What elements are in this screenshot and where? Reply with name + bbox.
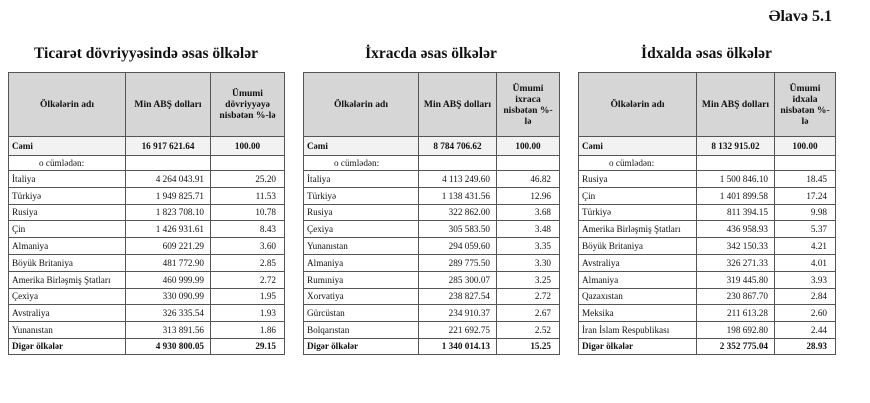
export-title: İxracda əsas ölkələr xyxy=(365,45,497,62)
value-cell: 305 583.50 xyxy=(419,221,497,238)
pct-cell: 1.86 xyxy=(211,322,285,339)
value-header: Min ABŞ dolları xyxy=(126,73,211,137)
value-cell: 238 827.54 xyxy=(419,288,497,305)
pct-cell: 10.78 xyxy=(211,204,285,221)
pct-cell: 3.48 xyxy=(497,221,560,238)
total-row xyxy=(579,137,836,156)
country-cell: İtaliya xyxy=(304,171,419,188)
value-cell: 313 891.56 xyxy=(126,322,211,339)
value-cell: 1 949 825.71 xyxy=(126,187,211,204)
table-row xyxy=(9,221,285,238)
table-row xyxy=(9,204,285,221)
turnover-table xyxy=(8,72,285,355)
other-countries-row xyxy=(9,338,285,354)
total-label: Cəmi xyxy=(304,137,419,156)
table-row xyxy=(9,305,285,322)
pct-cell: 12.96 xyxy=(497,187,560,204)
subheading-label: o cümlədən: xyxy=(9,156,126,171)
value-cell: 234 910.37 xyxy=(419,305,497,322)
value-cell: 1 401 899.58 xyxy=(697,187,775,204)
other-value: 4 930 800.05 xyxy=(126,338,211,354)
country-cell: Gürcüstan xyxy=(304,305,419,322)
pct-cell: 11.53 xyxy=(211,187,285,204)
country-cell: Almaniya xyxy=(579,271,697,288)
other-pct: 15.25 xyxy=(497,338,560,354)
value-cell: 1 823 708.10 xyxy=(126,204,211,221)
value-cell: 322 862.00 xyxy=(419,204,497,221)
header-row xyxy=(579,73,836,137)
turnover-panel xyxy=(8,42,284,355)
country-header: Ölkələrin adı xyxy=(579,73,697,137)
total-value: 16 917 621.64 xyxy=(126,137,211,156)
country-cell: Rusiya xyxy=(9,204,126,221)
value-cell: 811 394.15 xyxy=(697,204,775,221)
subheading-label: o cümlədən: xyxy=(579,156,697,171)
subheading-label: o cümlədən: xyxy=(304,156,419,171)
pct-cell: 3.25 xyxy=(497,271,560,288)
country-cell: Türkiyə xyxy=(579,204,697,221)
import-title: İdxalda əsas ölkələr xyxy=(641,45,772,62)
pct-cell: 3.93 xyxy=(775,271,836,288)
table-row xyxy=(304,322,560,339)
value-header: Min ABŞ dolları xyxy=(419,73,497,137)
country-cell: Böyük Britaniya xyxy=(9,254,126,271)
country-cell: Avstraliya xyxy=(9,305,126,322)
pct-cell: 25.20 xyxy=(211,171,285,188)
other-countries-row xyxy=(579,338,836,354)
total-value: 8 784 706.62 xyxy=(419,137,497,156)
country-cell: Qazaxıstan xyxy=(579,288,697,305)
other-countries-row xyxy=(304,338,560,354)
value-cell: 1 426 931.61 xyxy=(126,221,211,238)
value-cell: 1 500 846.10 xyxy=(697,171,775,188)
country-cell: Çin xyxy=(9,221,126,238)
pct-cell: 5.37 xyxy=(775,221,836,238)
value-cell: 342 150.33 xyxy=(697,238,775,255)
pct-cell: 46.82 xyxy=(497,171,560,188)
import-panel xyxy=(578,42,835,355)
country-cell: Yunanıstan xyxy=(9,322,126,339)
pct-cell: 2.60 xyxy=(775,305,836,322)
total-value: 8 132 915.02 xyxy=(697,137,775,156)
pct-cell: 3.35 xyxy=(497,238,560,255)
pct-cell: 2.72 xyxy=(211,271,285,288)
table-row xyxy=(304,187,560,204)
country-cell: Yunanıstan xyxy=(304,238,419,255)
pct-cell: 17.24 xyxy=(775,187,836,204)
country-cell: Rumıniya xyxy=(304,271,419,288)
export-table xyxy=(303,72,560,355)
table-row xyxy=(579,238,836,255)
table-row xyxy=(304,204,560,221)
table-row xyxy=(304,254,560,271)
pct-cell: 4.01 xyxy=(775,254,836,271)
value-cell: 230 867.70 xyxy=(697,288,775,305)
country-cell: Amerika Birləşmiş Ştatları xyxy=(9,271,126,288)
value-cell: 609 221.29 xyxy=(126,238,211,255)
country-cell: Xorvatiya xyxy=(304,288,419,305)
country-cell: Avstraliya xyxy=(579,254,697,271)
value-cell: 436 958.93 xyxy=(697,221,775,238)
country-cell: Türkiyə xyxy=(304,187,419,204)
total-pct: 100.00 xyxy=(497,137,560,156)
table-row xyxy=(579,322,836,339)
total-pct: 100.00 xyxy=(775,137,836,156)
table-row xyxy=(9,238,285,255)
total-label: Cəmi xyxy=(9,137,126,156)
table-row xyxy=(9,288,285,305)
value-cell: 285 300.07 xyxy=(419,271,497,288)
pct-cell: 2.44 xyxy=(775,322,836,339)
total-row xyxy=(304,137,560,156)
total-pct: 100.00 xyxy=(211,137,285,156)
table-row xyxy=(579,288,836,305)
value-cell: 460 999.99 xyxy=(126,271,211,288)
country-cell: İran İslam Respublikası xyxy=(579,322,697,339)
country-cell: Türkiyə xyxy=(9,187,126,204)
pct-cell: 2.85 xyxy=(211,254,285,271)
other-label: Digər ölkələr xyxy=(304,338,419,354)
pct-cell: 3.30 xyxy=(497,254,560,271)
other-value: 1 340 014.13 xyxy=(419,338,497,354)
value-cell: 330 090.99 xyxy=(126,288,211,305)
value-cell: 1 138 431.56 xyxy=(419,187,497,204)
country-header: Ölkələrin adı xyxy=(9,73,126,137)
table-row xyxy=(304,271,560,288)
country-cell: Böyük Britaniya xyxy=(579,238,697,255)
pct-cell: 8.43 xyxy=(211,221,285,238)
header-row xyxy=(9,73,285,137)
pct-cell: 1.93 xyxy=(211,305,285,322)
value-cell: 326 271.33 xyxy=(697,254,775,271)
other-label: Digər ölkələr xyxy=(9,338,126,354)
pct-cell: 3.60 xyxy=(211,238,285,255)
value-cell: 319 445.80 xyxy=(697,271,775,288)
table-row xyxy=(9,171,285,188)
subheading-row xyxy=(579,156,836,171)
country-cell: İtaliya xyxy=(9,171,126,188)
value-cell: 294 059.60 xyxy=(419,238,497,255)
header-row xyxy=(304,73,560,137)
table-row xyxy=(579,187,836,204)
value-cell: 4 264 043.91 xyxy=(126,171,211,188)
value-cell: 326 335.54 xyxy=(126,305,211,322)
other-pct: 28.93 xyxy=(775,338,836,354)
export-panel xyxy=(303,42,559,355)
table-row xyxy=(9,322,285,339)
country-cell: Rusiya xyxy=(579,171,697,188)
table-row xyxy=(9,271,285,288)
table-row xyxy=(304,238,560,255)
country-header: Ölkələrin adı xyxy=(304,73,419,137)
table-row xyxy=(9,187,285,204)
table-row xyxy=(9,254,285,271)
appendix-label: Əlavə 5.1 xyxy=(768,8,832,25)
pct-cell: 18.45 xyxy=(775,171,836,188)
country-cell: Çexiya xyxy=(304,221,419,238)
country-cell: Çin xyxy=(579,187,697,204)
table-row xyxy=(304,171,560,188)
subheading-row xyxy=(304,156,560,171)
total-label: Cəmi xyxy=(579,137,697,156)
other-value: 2 352 775.04 xyxy=(697,338,775,354)
other-label: Digər ölkələr xyxy=(579,338,697,354)
pct-cell: 4.21 xyxy=(775,238,836,255)
table-row xyxy=(304,305,560,322)
import-table xyxy=(578,72,836,355)
pct-cell: 1.95 xyxy=(211,288,285,305)
country-cell: Meksika xyxy=(579,305,697,322)
table-row xyxy=(579,271,836,288)
value-header: Min ABŞ dolları xyxy=(697,73,775,137)
share-header: Ümumi ixraca nisbətən %-lə xyxy=(497,73,560,137)
share-header: Ümumi dövriyyəyə nisbətən %-lə xyxy=(211,73,285,137)
total-row xyxy=(9,137,285,156)
value-cell: 221 692.75 xyxy=(419,322,497,339)
table-row xyxy=(579,254,836,271)
country-cell: Çexiya xyxy=(9,288,126,305)
table-row xyxy=(304,221,560,238)
table-row xyxy=(579,171,836,188)
pct-cell: 2.67 xyxy=(497,305,560,322)
pct-cell: 3.68 xyxy=(497,204,560,221)
value-cell: 198 692.80 xyxy=(697,322,775,339)
country-cell: Rusiya xyxy=(304,204,419,221)
value-cell: 289 775.50 xyxy=(419,254,497,271)
pct-cell: 2.72 xyxy=(497,288,560,305)
country-cell: Amerika Birləşmiş Ştatları xyxy=(579,221,697,238)
table-row xyxy=(304,288,560,305)
pct-cell: 2.52 xyxy=(497,322,560,339)
country-cell: Almaniya xyxy=(9,238,126,255)
subheading-row xyxy=(9,156,285,171)
turnover-title: Ticarət dövriyyəsində əsas ölkələr xyxy=(33,45,258,62)
value-cell: 481 772.90 xyxy=(126,254,211,271)
pct-cell: 2.84 xyxy=(775,288,836,305)
country-cell: Almaniya xyxy=(304,254,419,271)
table-row xyxy=(579,305,836,322)
share-header: Ümumi idxala nisbətən %-lə xyxy=(775,73,836,137)
value-cell: 211 613.28 xyxy=(697,305,775,322)
country-cell: Bolqarıstan xyxy=(304,322,419,339)
pct-cell: 9.98 xyxy=(775,204,836,221)
table-row xyxy=(579,221,836,238)
value-cell: 4 113 249.60 xyxy=(419,171,497,188)
table-row xyxy=(579,204,836,221)
other-pct: 29.15 xyxy=(211,338,285,354)
